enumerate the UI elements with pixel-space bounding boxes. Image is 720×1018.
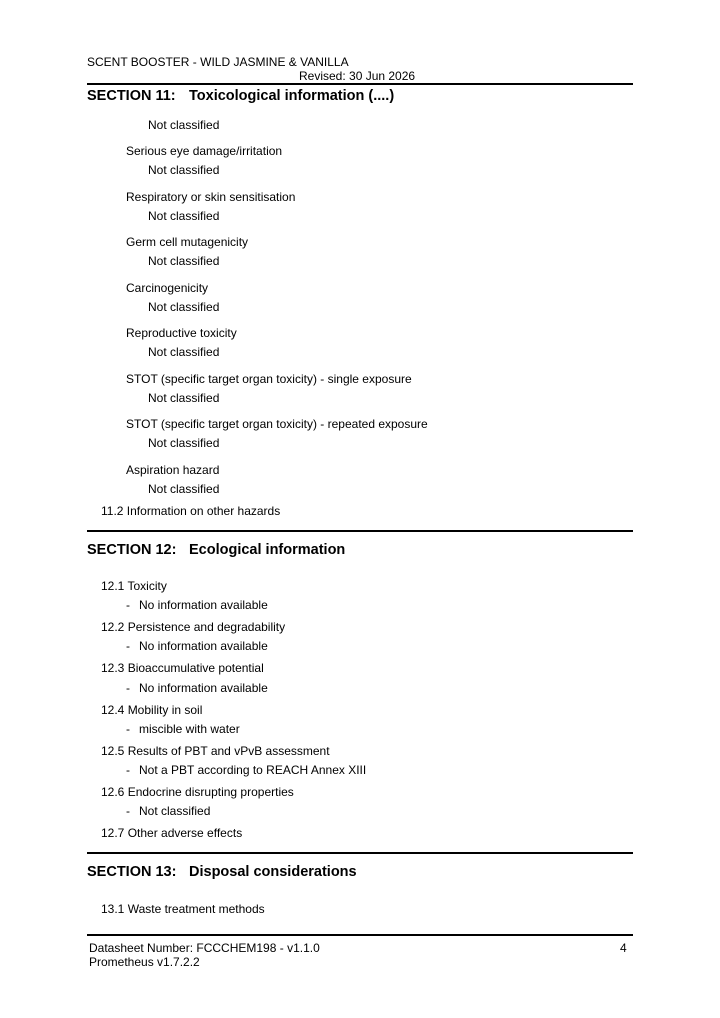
eco-item-label: 12.2 Persistence and degradability xyxy=(101,620,286,634)
tox-item-value: Not classified xyxy=(148,436,220,450)
header-revised-date: Revised: 30 Jun 2026 xyxy=(299,69,416,83)
footer-software-version: Prometheus v1.7.2.2 xyxy=(89,955,200,969)
eco-item-label: 12.5 Results of PBT and vPvB assessment xyxy=(101,744,330,758)
tox-item-label: Respiratory or skin sensitisation xyxy=(126,190,296,204)
tox-item-value: Not classified xyxy=(148,345,220,359)
eco-item-value: - No information available xyxy=(126,598,268,612)
tox-item-value: Not classified xyxy=(148,163,220,177)
toxicity-value: Not classified xyxy=(148,118,220,132)
section-12-title: Ecological information xyxy=(189,542,346,558)
section-divider xyxy=(87,83,633,85)
tox-item-label: STOT (specific target organ toxicity) - repeated exposure xyxy=(126,417,428,431)
tox-item-label: Reproductive toxicity xyxy=(126,326,237,340)
section-12-number: SECTION 12: xyxy=(87,542,177,558)
section-13-title: Disposal considerations xyxy=(189,864,357,880)
tox-item-label: Serious eye damage/irritation xyxy=(126,144,283,158)
section-11-title: Toxicological information (....) xyxy=(189,88,395,104)
other-hazards-heading: 11.2 Information on other hazards xyxy=(101,504,281,518)
tox-item-value: Not classified xyxy=(148,254,220,268)
section-11-number: SECTION 11: xyxy=(87,88,176,104)
tox-item-value: Not classified xyxy=(148,300,220,314)
tox-item-label: Carcinogenicity xyxy=(126,281,209,295)
section-divider xyxy=(87,852,633,854)
page-number: 4 xyxy=(620,941,627,955)
eco-item-value: - miscible with water xyxy=(126,722,240,736)
footer-datasheet-number: Datasheet Number: FCCCHEM198 - v1.1.0 xyxy=(89,941,320,955)
eco-item-value: - Not a PBT according to REACH Annex XIII xyxy=(126,763,367,777)
section-divider xyxy=(87,530,633,532)
tox-item-label: STOT (specific target organ toxicity) - single exposure xyxy=(126,372,412,386)
tox-item-label: Aspiration hazard xyxy=(126,463,220,477)
tox-item-value: Not classified xyxy=(148,482,220,496)
eco-item-label: 12.1 Toxicity xyxy=(101,579,167,593)
tox-item-label: Germ cell mutagenicity xyxy=(126,235,249,249)
tox-item-value: Not classified xyxy=(148,209,220,223)
footer-divider xyxy=(87,934,633,936)
section-13-number: SECTION 13: xyxy=(87,864,177,880)
eco-item-label: 12.4 Mobility in soil xyxy=(101,703,203,717)
eco-item-value: - Not classified xyxy=(126,804,211,818)
other-effects-heading: 12.7 Other adverse effects xyxy=(101,826,243,840)
eco-item-value: - No information available xyxy=(126,639,268,653)
eco-item-value: - No information available xyxy=(126,681,268,695)
eco-item-label: 12.3 Bioaccumulative potential xyxy=(101,661,264,675)
tox-item-value: Not classified xyxy=(148,391,220,405)
eco-item-label: 12.6 Endocrine disrupting properties xyxy=(101,785,294,799)
waste-treatment-heading: 13.1 Waste treatment methods xyxy=(101,902,265,916)
header-product-name: SCENT BOOSTER - WILD JASMINE & VANILLA xyxy=(87,55,349,69)
